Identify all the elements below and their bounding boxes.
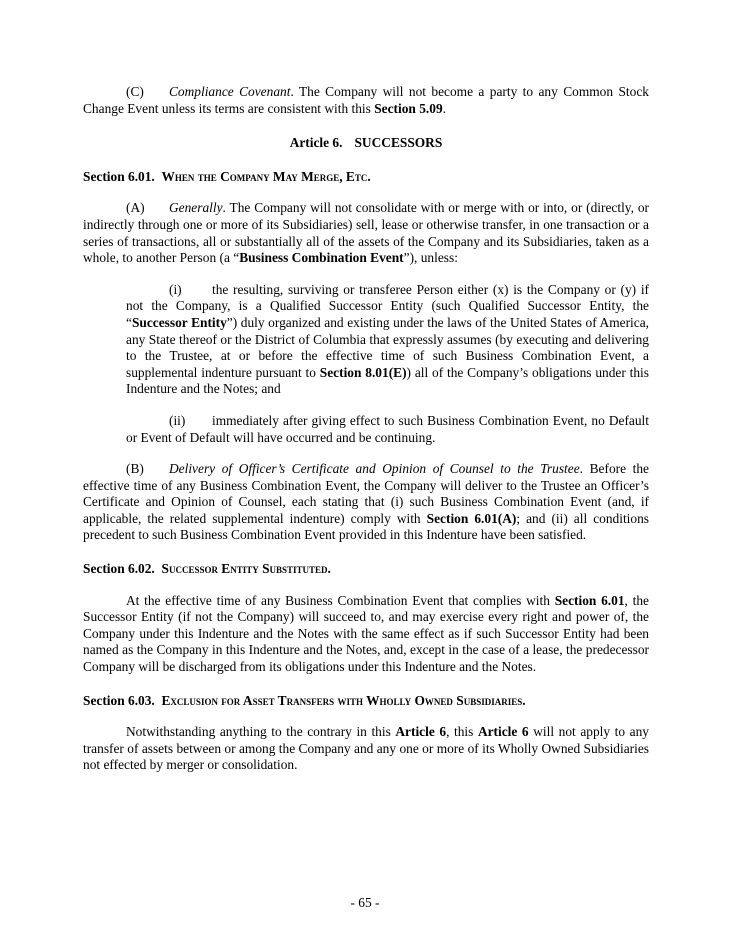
defined-term: Business Combination Event (239, 250, 404, 266)
clause-title: Compliance Covenant (169, 84, 291, 99)
cross-reference: Section 8.01(E) (319, 364, 407, 380)
paragraph-b-delivery: (B) Delivery of Officer’s Certificate and Opinion of Counsel to the Trustee. Before the effective time of any Business Combination Event, the Company will deliver to the Trustee an Officer’s Certificate and Opinion of Counsel, each stating that (i) such Business Combination Event (and, if applicable, the related supplemental indenture) comply with Section 6.01(A); and (ii) all conditions precedent to such Business Combination Event provided in this Indenture have been satisfied. (83, 461, 650, 543)
paragraph-a-generally: (A) Generally. The Company will not consolidate with or merge with or into, or (directly, or indirectly through one or more of its Subsidiaries) sell, lease or otherwise transfer, in one transaction or a series of transactions, all or substantially all of the assets of the Company and its Subsidiaries, taken as a whole, to another Person (a “Business Combination Event”), unless: (83, 200, 649, 266)
clause-label: (A) (126, 200, 145, 216)
clause-label: (C) (126, 84, 144, 99)
section-number: Section 6.02. (83, 561, 155, 577)
section-number: Section 6.03. (83, 692, 155, 708)
cross-reference: Article 6 (477, 724, 529, 740)
section-6-02-body: At the effective time of any Business Combination Event that complies with Section 6.01, the Successor Entity (if not the Company) will succeed to, and may exercise every right and power of, the Company under this Indenture and the Notes with the same effect as if such Successor Entity had been named as the Company in this Indenture and the Notes, and, except in the case of a lease, the predecessor Company will be discharged from its obligations under this Indenture and the Notes. (83, 592, 649, 675)
article-number: Article 6. (289, 135, 343, 151)
subclause-ii: (ii) immediately after giving effect to such Business Combination Event, no Default or Event of Default will have occurred and be continuing. (126, 412, 649, 445)
subclause-label: (ii) (169, 412, 186, 428)
subclause-i: (i) the resulting, surviving or transferee Person either (x) is the Company or (y) if not the Company, is a Qualified Successor Entity (such Qualified Successor Entity, the “Successor Entity”) duly organized and existing under the laws of the United States of America, any State thereof or the District of Columbia that expressly assumes (by executing and delivering to the Trustee, at or before the effective time of such Business Combination Event, a supplemental indenture pursuant to Section 8.01(E)) all of the Company’s obligations under this Indenture and the Notes; and (126, 281, 649, 397)
cross-reference: Section 6.01 (554, 592, 625, 608)
section-6-03-body: Notwithstanding anything to the contrary in this Article 6, this Article 6 will not apply to any transfer of assets between or among the Company and any one or more of its Wholly Owned Subsidiaries not effected by merger or consolidation. (83, 724, 649, 773)
section-title: Exclusion for Asset Transfers with Wholly Owned Subsidiaries. (161, 692, 526, 708)
cross-reference: Section 6.01(A) (426, 510, 517, 526)
section-6-03-heading (83, 693, 649, 710)
clause-title: Generally (169, 200, 223, 216)
clause-label: (B) (126, 461, 144, 477)
article-title: SUCCESSORS (354, 135, 443, 151)
page-body (83, 84, 649, 774)
section-title: When the Company May Merge, Etc. (161, 168, 371, 184)
page-number: - 65 - (350, 895, 380, 910)
article-heading (83, 135, 649, 152)
subclause-label: (i) (169, 281, 182, 297)
cross-reference: Section 5.09 (374, 100, 443, 116)
paragraph-c-compliance-covenant: (C) Compliance Covenant. The Company will not become a party to any Common Stock Change Event unless its terms are consistent with this Section 5.09. (83, 84, 649, 116)
clause-title: Delivery of Officer’s Certificate and Opinion of Counsel to the Trustee (169, 461, 580, 477)
cross-reference: Article 6 (395, 724, 447, 740)
section-6-02-heading (83, 561, 649, 578)
section-number: Section 6.01. (83, 168, 155, 184)
section-title: Successor Entity Substituted. (161, 561, 331, 577)
section-6-01-heading (83, 169, 649, 186)
defined-term: Successor Entity (131, 314, 227, 330)
